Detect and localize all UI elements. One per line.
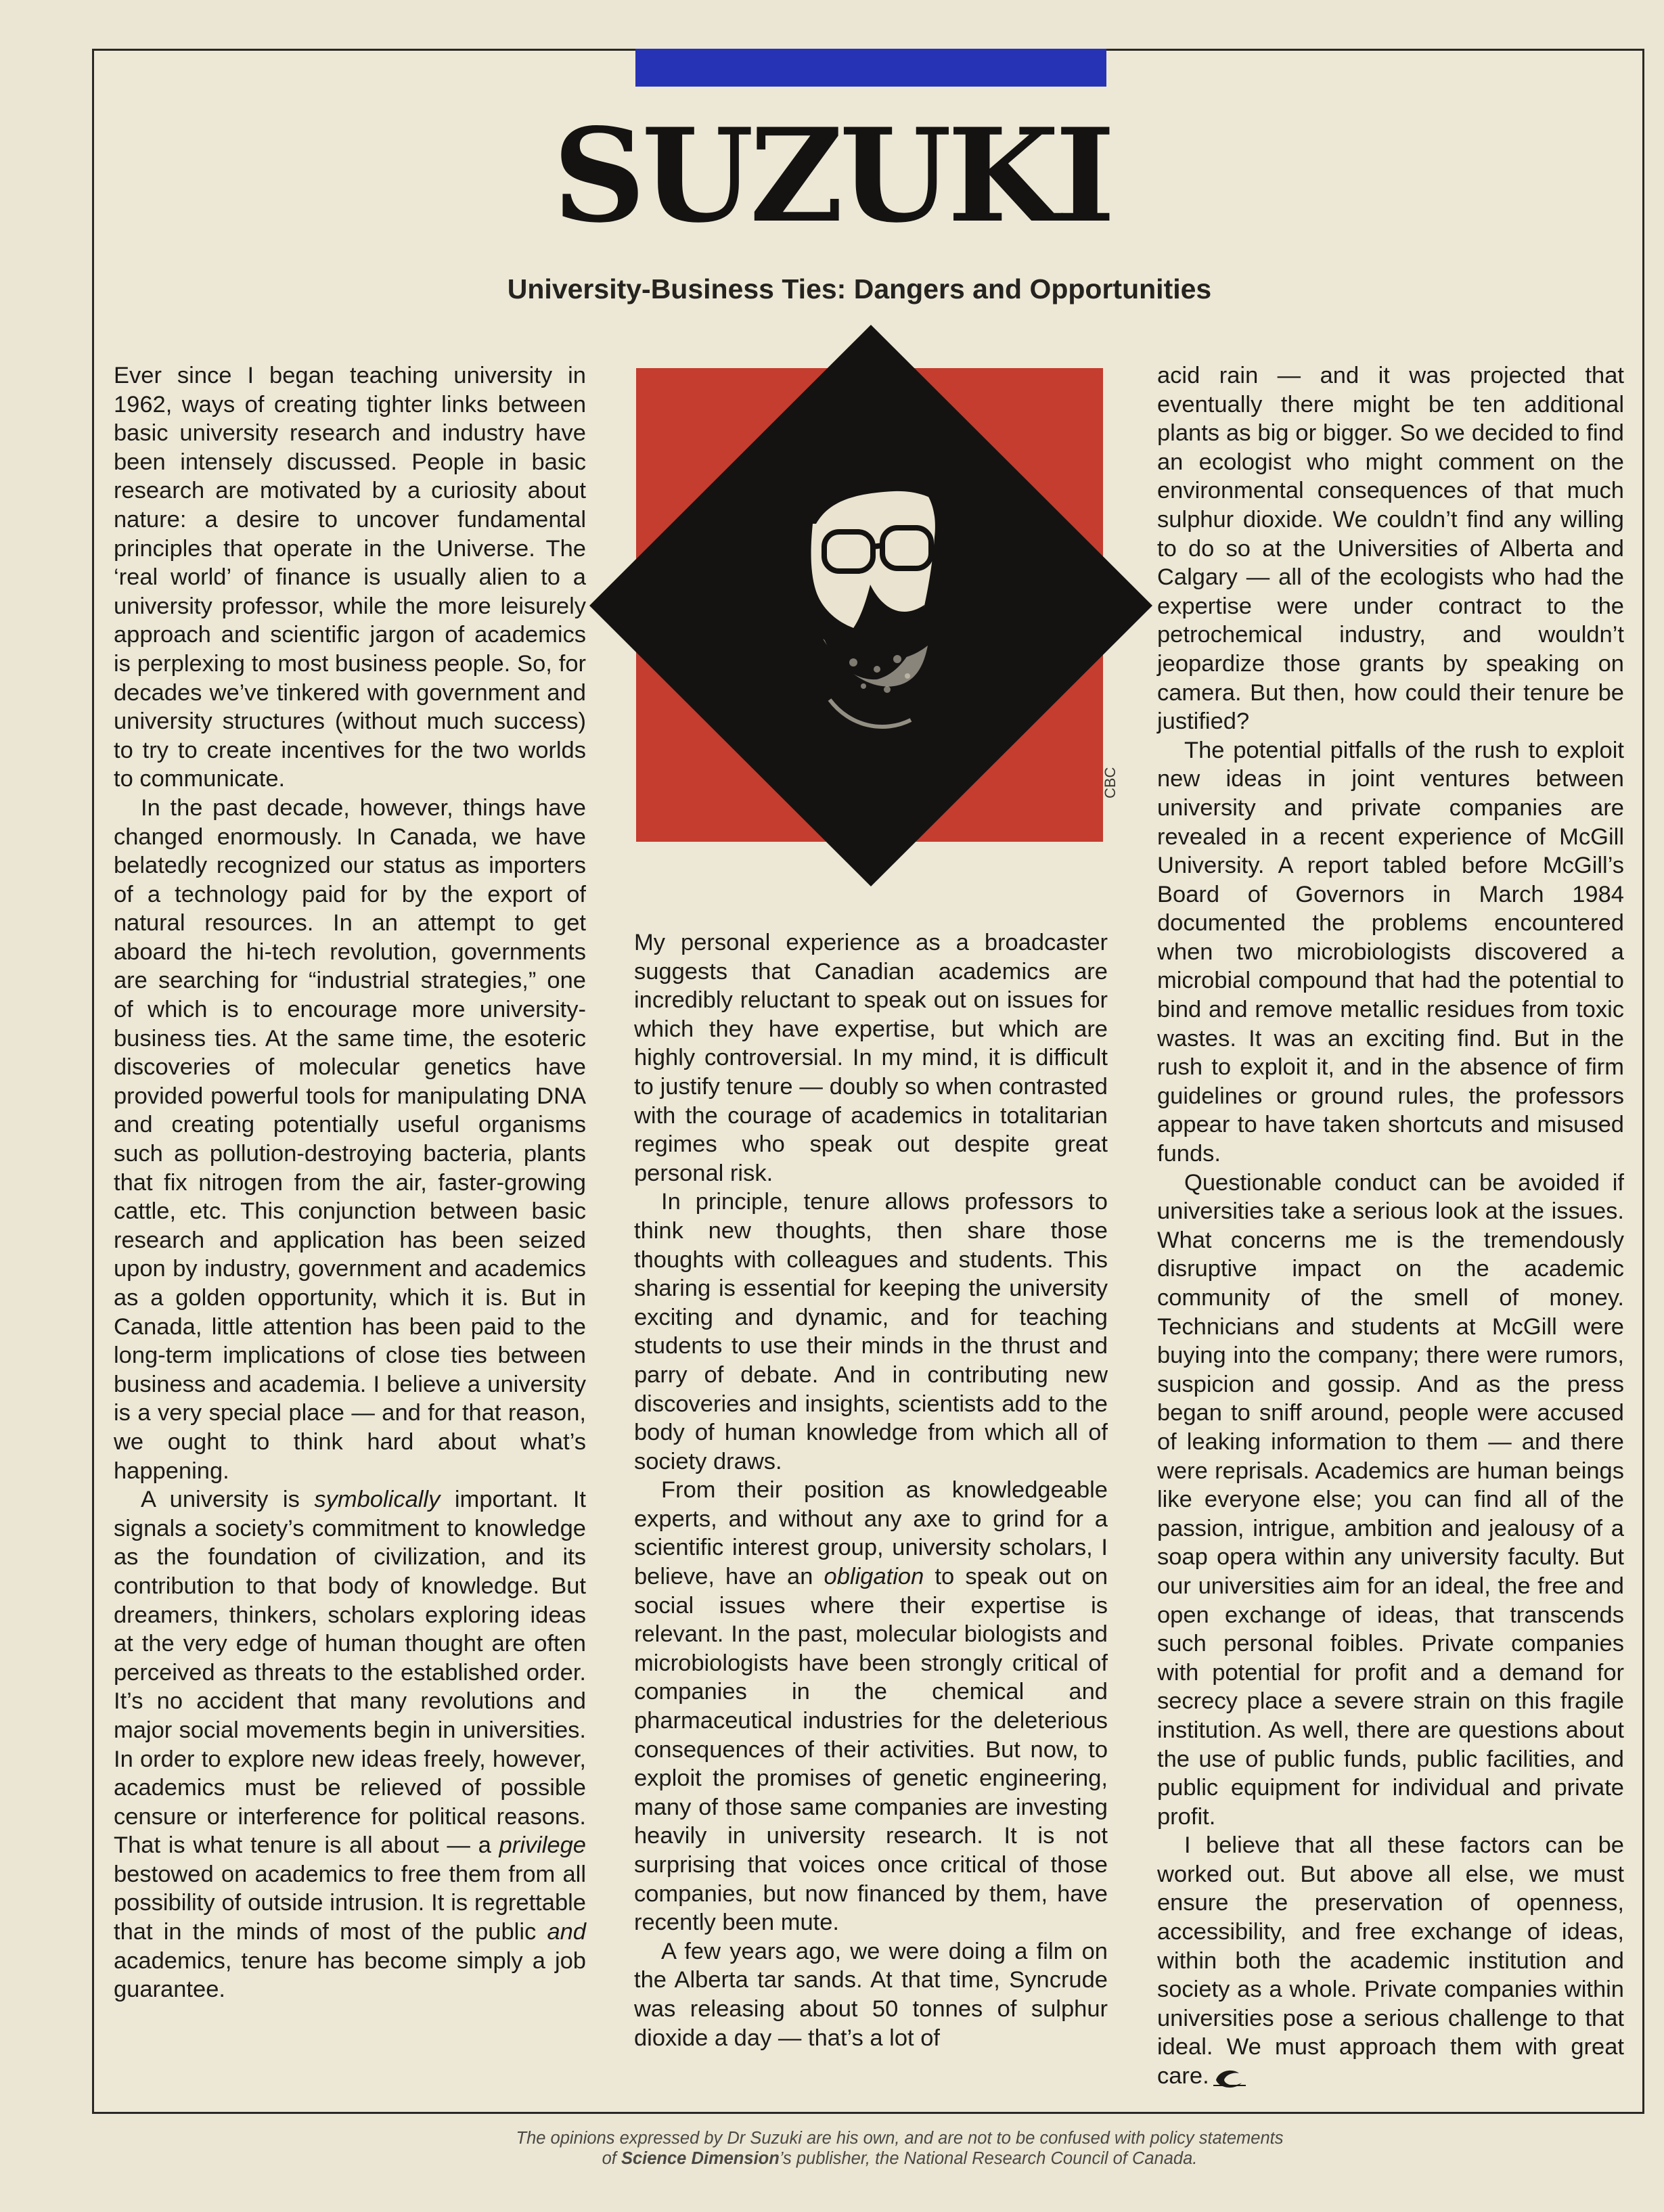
text-run: I believe that all these factors can be worked out. But above all else, we must ensure the preservation of openness, accessibility, and free exchange of ideas, within both the academic institution and society as a whole. Private companies within universities pose a serious challenge to that ideal. We must approach them with great care. <box>1157 1832 1624 2090</box>
text-run: ’s publisher, the National Research Council of Canada. <box>779 2149 1198 2168</box>
article-column-2 <box>634 928 1108 2052</box>
emphasis: and <box>547 1919 586 1945</box>
article-column-1 <box>114 361 586 2004</box>
emphasis: obligation <box>824 1564 924 1590</box>
article-subtitle: University-Business Ties: Dangers and Opportunities <box>507 273 1212 304</box>
text-run: A university is <box>141 1487 315 1513</box>
footer-line-1: The opinions expressed by Dr Suzuki are his own, and are not to be confused with policy statements <box>516 2129 1284 2148</box>
paragraph: A few years ago, we were doing a film on the Alberta tar sands. At that time, Syncrude was releasing about 50 tonnes of sulphur dioxide a day — that’s a lot of <box>634 1938 1108 2051</box>
paragraph: Ever since I began teaching university in 1962, ways of creating tighter links between basic university research and industry have been intensely discussed. People in basic research are motivated by a curiosity about nature: a desire to uncover fundamental principles that operate in the Universe. The ‘real world’ of finance is usually alien to a university professor, while the more leisurely approach and scientific jargon of academics is perplexing to most business people. So, for decades we’ve tinkered with government and university structures (without much success) to try to create incentives for the two worlds to communicate. <box>114 363 586 792</box>
publication-name: Science Dimension <box>621 2149 780 2168</box>
photo-credit: CBC <box>1102 767 1119 798</box>
end-mark-icon <box>1209 2065 1249 2090</box>
paragraph: acid rain — and it was projected that eventually there might be ten additional plants as big or bigger. So we decided to find an ecologist who might comment on the environmental consequences of that much sulphur dioxide. We couldn’t find any willing to do so at the Universities of Alberta and Calgary — all of the ecologists who had the expertise were under contract to the petrochemical industry, and wouldn’t jeopardize those grants by speaking on camera. But then, how could their tenure be justified? <box>1157 363 1624 735</box>
paragraph: In principle, tenure allows professors to think new thoughts, then share those thoughts with colleagues and students. This sharing is essential for keeping the university exciting and dynamic, and for teaching students to use their minds in the thrust and parry of debate. And in contributing new discoveries and insights, scientists add to the body of human knowledge from which all of society draws. <box>634 1189 1108 1474</box>
footer-disclaimer <box>0 2128 1664 2169</box>
accent-bar <box>635 49 1106 87</box>
text-run: From their position as knowledgeable experts, and without any axe to grind for a scientific interest group, university scholars, I believe, have an <box>634 1477 1108 1590</box>
paragraph: Questionable conduct can be avoided if universities take a serious look at the issues. What concerns me is the tremendously disruptive impact on the academic community of the smell of money. Technicians and students at McGill were buying into the company; there were rumors, suspicion and gossip. And as the press began to sniff around, people were accused of leaking information to them — and there were reprisals. Academics are human beings like everyone else; you can find all of the passion, intrigue, ambition and jealousy of a soap opera within any university faculty. But our universities aim for an ideal, the free and open exchange of ideas, that transcends such personal foibles. Private companies with potential for profit and a demand for secrecy place a severe strain on this fragile institution. As well, there are questions about the use of public funds, public facilities, and public equipment for individual and private profit. <box>1157 1169 1624 1830</box>
article-column-3 <box>1157 361 1624 2091</box>
paragraph: In the past decade, however, things have changed enormously. In Canada, we have belatedly recognized our status as importers of a technology paid for by the export of natural resources. In an attempt to get aboard the hi-tech revolution, governments are searching for “industrial strategies,” one of which is to encourage more university-business ties. At the same time, the esoteric discoveries of molecular genetics have provided powerful tools for manipulating DNA and creating potentially useful organisms such as pollution-destroying bacteria, plants that fix nitrogen from the air, faster-growing cattle, etc. This conjunction between basic research and application has been seized upon by industry, government and academics as a golden opportunity, which it is. But in Canada, little attention has been paid to the long-term implications of close ties between business and academia. I believe a university is a very special place — and for that reason, we ought to think hard about what’s happening. <box>114 794 586 1484</box>
text-run: of <box>602 2149 621 2168</box>
text-run: important. It signals a society’s commitment to knowledge as the foundation of civilization, and its contribution to that body of knowledge. But dreamers, thinkers, scholars exploring ideas at the very edge of human thought are often perceived as threats to the established order. It’s no accident that many revolutions and major social movements begin in universities. In order to explore new ideas freely, however, academics must be relieved of possible censure or interference for political reasons. That is what tenure is all about — a <box>114 1487 586 1859</box>
text-run: bestowed on academics to free them from all possibility of outside intrusion. It is regrettable that in the minds of most of the public <box>114 1861 586 1945</box>
text-run: to speak out on social issues where their expertise is relevant. In the past, molecular biologists and microbiologists have been strongly critical of companies in the chemical and pharmaceutical industries for the deleterious consequences of their activities. But now, to exploit the promises of genetic engineering, many of those same companies are investing heavily in university research. It is not surprising that voices once critical of those companies, but now financed by them, have recently been mute. <box>634 1564 1108 1936</box>
paragraph: The potential pitfalls of the rush to exploit new ideas in joint ventures between university and private companies are revealed in a recent experience of McGill University. A report tabled before McGill’s Board of Governors in March 1984 documented the problems encountered when two microbiologists discovered a microbial compound that had the potential to bind and remove metallic residues from toxic wastes. It was an exciting find. But in the rush to exploit it, and in the absence of firm guidelines or ground rules, the professors appear to have taken shortcuts and misused funds. <box>1157 737 1624 1167</box>
paragraph <box>1157 1831 1624 2090</box>
text-run: academics, tenure has become simply a job guarantee. <box>114 1947 586 2003</box>
paragraph: My personal experience as a broadcaster suggests that Canadian academics are incredibly reluctant to speak out on issues for which they have expertise, but which are highly controversial. In my mind, it is difficult to justify tenure — doubly so when contrasted with the courage of academics in totalitarian regimes who speak out despite great personal risk. <box>634 930 1108 1186</box>
paragraph <box>114 1485 586 2004</box>
footer-line-2 <box>0 2148 1664 2169</box>
emphasis: privilege <box>499 1832 586 1859</box>
masthead-title: SUZUKI <box>552 100 1112 251</box>
paragraph <box>634 1476 1108 1937</box>
emphasis: symbolically <box>314 1487 441 1513</box>
author-portrait <box>586 321 1156 890</box>
